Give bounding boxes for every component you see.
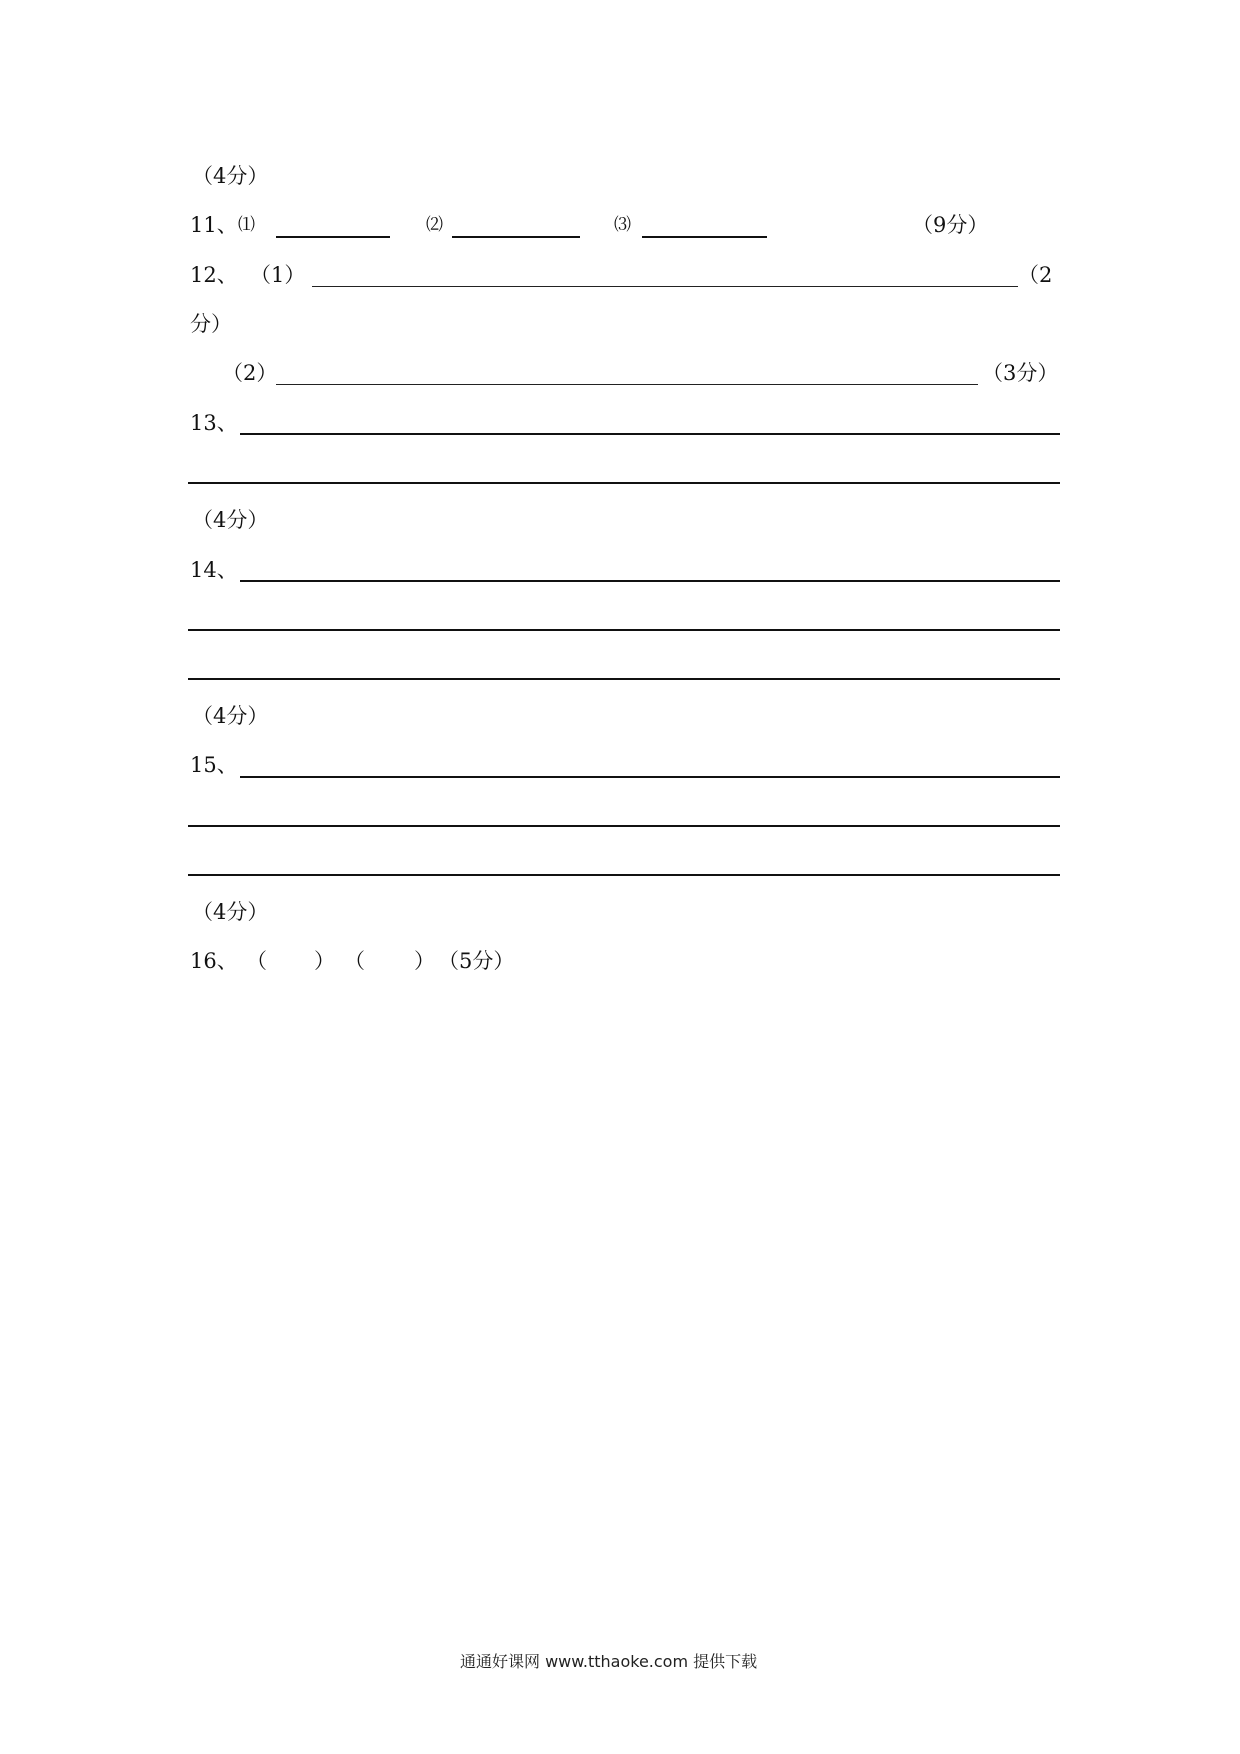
q11-blank-1-line[interactable] [276, 236, 390, 238]
q16-score: （5分） [438, 949, 515, 973]
q12-part1-label: （1） [250, 263, 306, 287]
q10-score: （4分） [192, 164, 269, 188]
q12-number: 12、 [190, 263, 238, 287]
q12-part1-score-wrap: 分） [190, 312, 232, 336]
q16-paren-1-open: （ [246, 949, 267, 973]
q13-number: 13、 [190, 411, 238, 435]
q12-part1-answer-line[interactable] [312, 286, 1018, 287]
q13-answer-line-1[interactable] [240, 433, 1060, 435]
q14-number: 14、 [190, 558, 238, 582]
q14-score: （4分） [192, 704, 269, 728]
q12-part2-label: （2） [222, 361, 278, 385]
q11-number: 11、 [190, 213, 238, 237]
q11-blank-2-label: ⑵ [426, 215, 443, 235]
q16-paren-2-close: ） [414, 949, 435, 973]
q13-answer-line-2[interactable] [188, 482, 1060, 484]
q16-number: 16、 [190, 949, 238, 973]
q15-answer-line-3[interactable] [188, 874, 1060, 876]
q11-blank-3-line[interactable] [642, 236, 767, 238]
q13-score: （4分） [192, 508, 269, 532]
q12-part2-score: （3分） [982, 361, 1059, 385]
q15-answer-line-2[interactable] [188, 825, 1060, 827]
page-footer: 通通好课网 www.tthaoke.com 提供下载 [460, 1652, 758, 1671]
q16-paren-2-open: （ [344, 949, 365, 973]
q15-score: （4分） [192, 900, 269, 924]
q11-blank-1-label: ⑴ [238, 215, 255, 235]
q15-answer-line-1[interactable] [240, 776, 1060, 778]
q11-blank-3-label: ⑶ [614, 215, 631, 235]
q11-blank-2-line[interactable] [452, 236, 580, 238]
q14-answer-line-2[interactable] [188, 629, 1060, 631]
q12-part2-answer-line[interactable] [276, 384, 978, 385]
q12-part1-score: （2 [1018, 263, 1053, 287]
q16-paren-1-close: ） [314, 949, 335, 973]
q14-answer-line-1[interactable] [240, 580, 1060, 582]
q14-answer-line-3[interactable] [188, 678, 1060, 680]
q15-number: 15、 [190, 753, 238, 777]
q11-score: （9分） [912, 213, 989, 237]
